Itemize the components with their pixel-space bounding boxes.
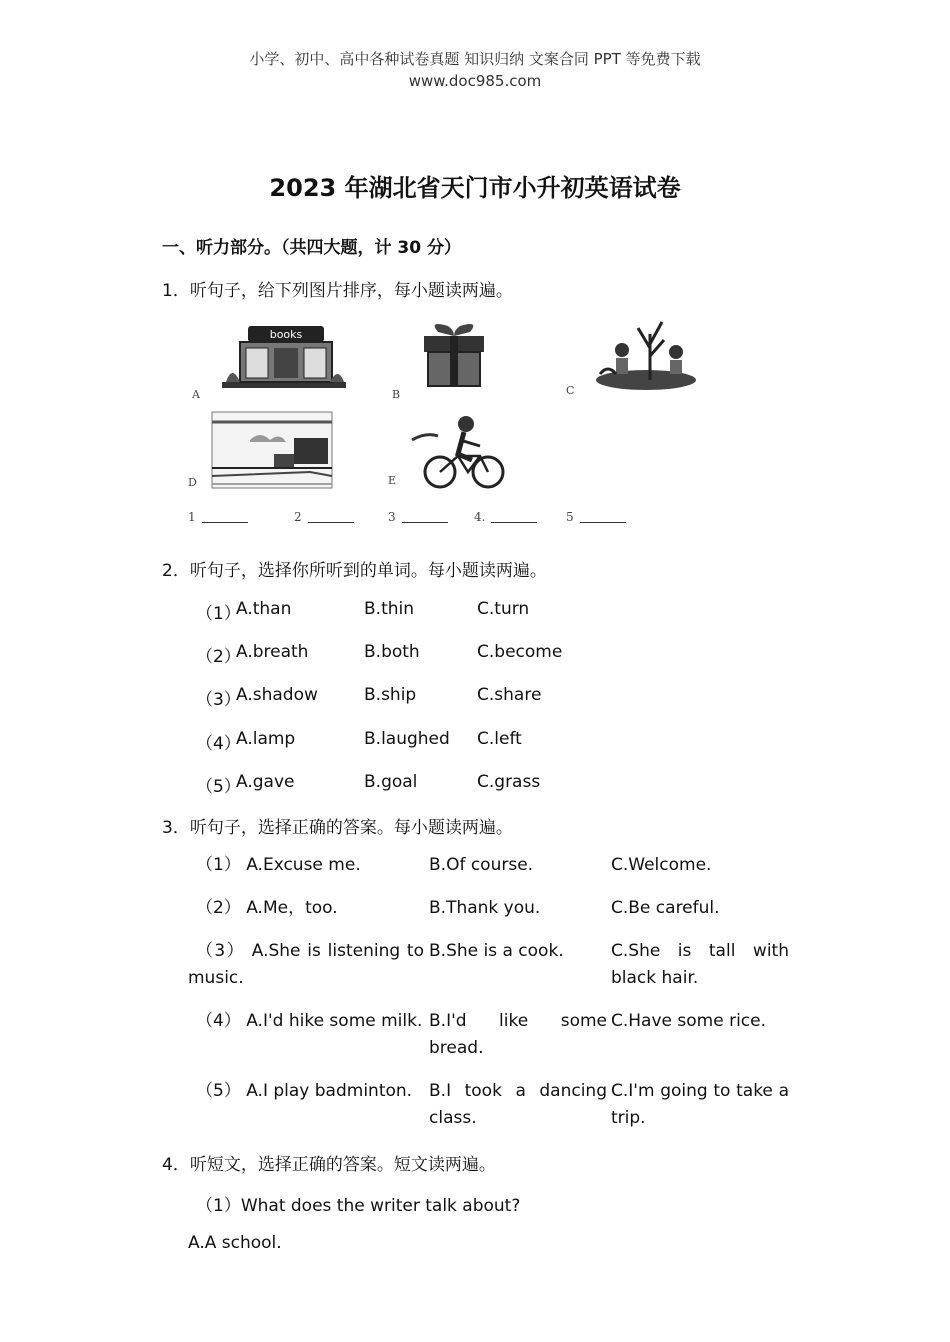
q2-item-3-num: （3） (196, 690, 241, 710)
q4-option-a[interactable]: A.A school. (188, 1233, 282, 1253)
page-title: 2023 年湖北省天门市小升初英语试卷 (269, 174, 681, 202)
site-header-line: 小学、初中、高中各种试卷真题 知识归纳 文案合同 PPT 等免费下载 (249, 50, 701, 68)
q3-item-5-option-b[interactable]: B.I took a dancing class. (429, 1081, 607, 1128)
blank-number: 5 (566, 510, 574, 524)
order-blank-1[interactable] (188, 510, 248, 524)
picture-label-c: C (566, 384, 575, 397)
q2-item-2-num: （2） (196, 647, 241, 667)
q2-item-4-option-b[interactable]: B.laughed (364, 729, 450, 749)
blank-number: 2 (294, 510, 302, 524)
bookstore-picture (220, 322, 348, 392)
q2-item-1-num: （1） (196, 604, 241, 624)
q2-item-4-num: （4） (196, 734, 241, 754)
q3-item-5-option-c[interactable]: C.I'm going to take a trip. (611, 1081, 789, 1128)
q3-item-1-option-c[interactable]: C.Welcome. (611, 855, 712, 875)
picture-label-d: D (188, 476, 197, 489)
question-3-prompt: 3．听句子，选择正确的答案。每小题读两遍。 (162, 818, 513, 838)
q2-item-2-option-a[interactable]: A.breath (236, 642, 309, 662)
q2-item-2-option-b[interactable]: B.both (364, 642, 420, 662)
q2-item-5-option-c[interactable]: C.grass (477, 772, 541, 792)
picture-label-b: B (392, 388, 401, 401)
bicycle-rider-picture (408, 410, 508, 492)
q2-item-5-num: （5） (196, 777, 241, 797)
q3-item-1-option-a[interactable]: （1） A.Excuse me. (196, 855, 361, 875)
q3-item-5-option-a[interactable]: （5） A.I play badminton. (196, 1081, 413, 1101)
q2-item-5-option-b[interactable]: B.goal (364, 772, 418, 792)
order-blank-5[interactable] (566, 510, 626, 524)
blank-number: 3 (388, 510, 396, 524)
q3-item-4-option-a[interactable]: （4） A.I'd hike some milk. (196, 1011, 423, 1031)
q2-item-1-option-a[interactable]: A.than (236, 599, 292, 619)
q2-item-3-option-c[interactable]: C.share (477, 685, 542, 705)
q3-item-3-option-c[interactable]: C.She is tall with black hair. (611, 941, 789, 988)
q3-item-2-option-c[interactable]: C.Be careful. (611, 898, 720, 918)
river-landscape-picture (210, 410, 334, 490)
q2-item-3-option-a[interactable]: A.shadow (236, 685, 318, 705)
q2-item-2-option-c[interactable]: C.become (477, 642, 563, 662)
q3-item-2-option-b[interactable]: B.Thank you. (429, 898, 541, 918)
q3-item-3-option-b[interactable]: B.She is a cook. (429, 941, 564, 961)
q2-item-1-option-b[interactable]: B.thin (364, 599, 415, 619)
q2-item-4-option-a[interactable]: A.lamp (236, 729, 296, 749)
question-1-prompt: 1．听句子，给下列图片排序，每小题读两遍。 (162, 281, 513, 301)
blank-number: 4. (474, 510, 486, 524)
gift-box-picture (418, 318, 490, 390)
blank-number: 1 (188, 510, 196, 524)
picture-label-e: E (388, 474, 397, 487)
q3-item-2-option-a[interactable]: （2） A.Me，too. (196, 898, 338, 918)
q3-item-4-option-b[interactable]: B.I'd like some bread. (429, 1011, 607, 1058)
q4-sub-question-1: （1）What does the writer talk about? (196, 1196, 521, 1216)
question-2-prompt: 2．听句子，选择你所听到的单词。每小题读两遍。 (162, 561, 547, 581)
q2-item-3-option-b[interactable]: B.ship (364, 685, 417, 705)
planting-tree-picture (594, 314, 698, 394)
q3-item-3-option-a[interactable]: （3） A.She is listening to music. (188, 941, 424, 988)
q3-item-4-option-c[interactable]: C.Have some rice. (611, 1011, 767, 1031)
order-blank-2[interactable] (294, 510, 354, 524)
order-blank-4[interactable] (474, 510, 537, 524)
q2-item-1-option-c[interactable]: C.turn (477, 599, 530, 619)
picture-label-a: A (192, 388, 200, 401)
sign-text: books (269, 328, 303, 341)
site-url: www.doc985.com (408, 72, 542, 90)
order-blank-3[interactable] (388, 510, 448, 524)
q2-item-5-option-a[interactable]: A.gave (236, 772, 295, 792)
question-4-prompt: 4．听短文，选择正确的答案。短文读两遍。 (162, 1155, 496, 1175)
section-heading: 一、听力部分。（共四大题，计 30 分） (162, 238, 461, 258)
q3-item-1-option-b[interactable]: B.Of course. (429, 855, 534, 875)
q2-item-4-option-c[interactable]: C.left (477, 729, 522, 749)
